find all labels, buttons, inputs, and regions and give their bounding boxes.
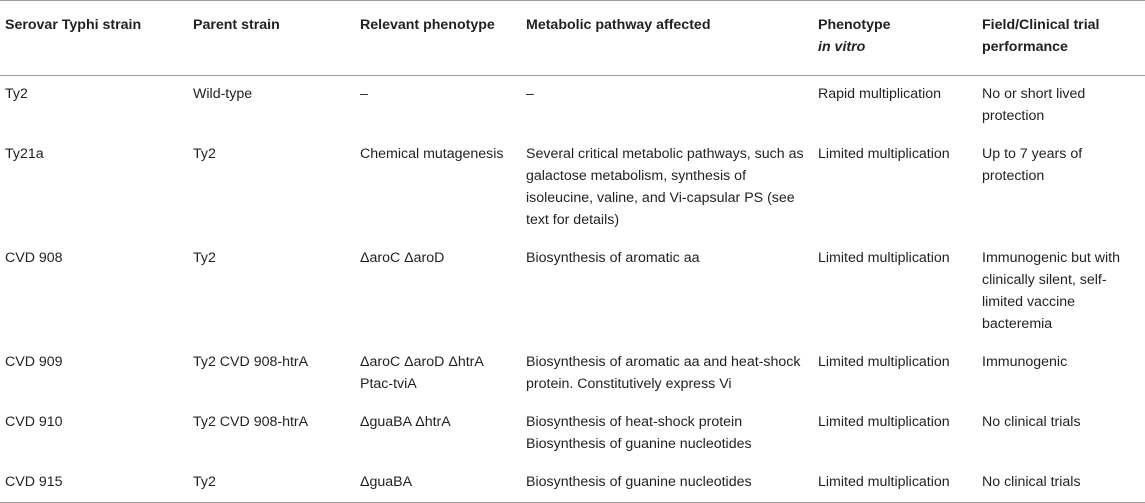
cell-parent: Wild-type	[193, 86, 253, 102]
cell-phenotype: ΔaroC ΔaroD ΔhtrA Ptac-tviA	[360, 354, 484, 392]
table-row	[0, 464, 1145, 503]
header-row	[0, 1, 1145, 76]
cell-in-vitro: Limited multiplication	[818, 146, 950, 162]
table-row	[0, 344, 1145, 404]
table-row	[0, 136, 1145, 240]
header-phenotype-label: Phenotype	[818, 17, 891, 33]
cell-pathway: Biosynthesis of aromatic aa and heat-shock protein. Constitutively express Vi	[526, 354, 801, 392]
cell-pathway: Biosynthesis of aromatic aa	[526, 250, 700, 266]
header-relevant-phenotype: Relevant phenotype	[360, 17, 495, 33]
cell-in-vitro: Limited multiplication	[818, 250, 950, 266]
cell-performance: No clinical trials	[982, 414, 1081, 430]
cell-parent: Ty2	[193, 250, 216, 266]
cell-parent: Ty2 CVD 908-htrA	[193, 354, 309, 370]
cell-performance: Immunogenic but with clinically silent, self-limited vaccine bacteremia	[982, 250, 1121, 332]
cell-performance: No or short lived protection	[982, 86, 1086, 124]
header-phenotype-in-vitro	[813, 1, 977, 76]
cell-strain: CVD 908	[5, 250, 63, 266]
cell-strain: Ty2	[5, 86, 28, 102]
cell-strain: CVD 915	[5, 474, 63, 490]
cell-in-vitro: Limited multiplication	[818, 354, 950, 370]
cell-pathway: Biosynthesis of heat-shock protein Biosynthesis of guanine nucleotides	[526, 414, 752, 452]
cell-in-vitro: Limited multiplication	[818, 474, 950, 490]
table-body	[0, 76, 1145, 503]
table-row	[0, 240, 1145, 344]
cell-strain: CVD 909	[5, 354, 63, 370]
cell-phenotype: ΔguaBA	[360, 474, 413, 490]
cell-phenotype: –	[360, 86, 368, 102]
header-parent-strain: Parent strain	[193, 17, 280, 33]
cell-in-vitro: Rapid multiplication	[818, 86, 942, 102]
cell-parent: Ty2	[193, 146, 216, 162]
cell-pathway: –	[526, 86, 534, 102]
cell-phenotype: Chemical mutagenesis	[360, 146, 504, 162]
cell-performance: No clinical trials	[982, 474, 1081, 490]
cell-performance: Immunogenic	[982, 354, 1068, 370]
header-in-vitro-label: in vitro	[818, 39, 866, 55]
cell-strain: Ty21a	[5, 146, 44, 162]
table-row	[0, 404, 1145, 464]
cell-pathway: Several critical metabolic pathways, such as galactose metabolism, synthesis of isoleucine, valine, and Vi-capsular PS (see text for details)	[526, 146, 804, 228]
table-header	[0, 1, 1145, 76]
cell-in-vitro: Limited multiplication	[818, 414, 950, 430]
cell-phenotype: ΔaroC ΔaroD	[360, 250, 445, 266]
cell-phenotype: ΔguaBA ΔhtrA	[360, 414, 451, 430]
cell-strain: CVD 910	[5, 414, 63, 430]
table-row	[0, 76, 1145, 137]
header-metabolic-pathway: Metabolic pathway affected	[526, 17, 711, 33]
cell-performance: Up to 7 years of protection	[982, 146, 1083, 184]
cell-parent: Ty2 CVD 908-htrA	[193, 414, 309, 430]
header-trial-performance: Field/Clinical trial performance	[982, 17, 1100, 55]
cell-parent: Ty2	[193, 474, 216, 490]
cell-pathway: Biosynthesis of guanine nucleotides	[526, 474, 752, 490]
header-serovar-strain: Serovar Typhi strain	[5, 17, 142, 33]
